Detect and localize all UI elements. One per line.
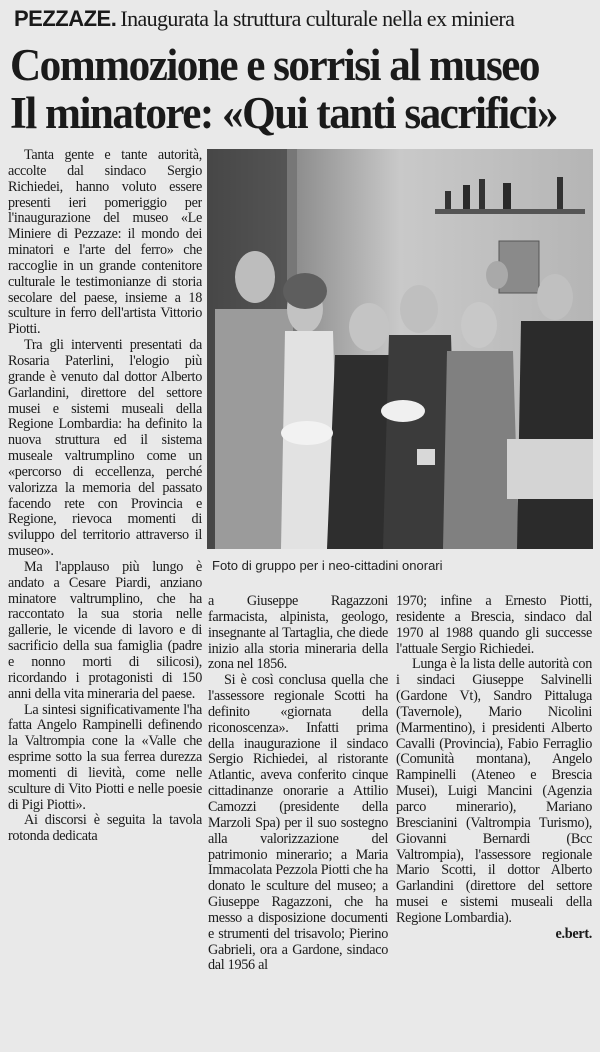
- kicker-subtitle: Inaugurata la struttura culturale nella ex miniera: [120, 6, 515, 31]
- article-column-1: [8, 148, 202, 1048]
- article-column-2: [208, 594, 388, 1048]
- group-photo-illustration: [207, 149, 593, 549]
- headline-line-1: Commozione e sorrisi al museo: [10, 42, 539, 88]
- kicker-place: PEZZAZE.: [14, 6, 117, 31]
- paragraph: Tanta gente e tante autorità, accolte dal sindaco Sergio Richiedei, hanno voluto essere presenti ieri pomeriggio per l'inaugurazione del museo «Le Miniere di Pezzaze: il mondo dei minatori e l'arte del ferro» che raccoglie in un grande contenitore culturale le testimonianze di storia secolare del paese, insieme a 18 sculture in ferro dell'artista Vittorio Piotti.: [8, 148, 202, 338]
- paragraph: Si è così conclusa quella che l'assessore regionale Scotti ha definito «giornata della riconoscenza». Infatti prima della inaugurazione il sindaco Sergio Richiedei, al ristorante Atlantic, aveva conferito cinque cittadinanze onorarie a Attilio Camozzi (presidente della Marzoli Spa) per il suo sostegno alla valorizzazione del patrimonio minerario; a Maria Immacolata Pezzola Piotti che ha donato le sculture del museo; a Giuseppe Ragazzoni, che ha messo a disposizione documenti e strumenti del trisavolo; Pierino Gabrieli, ora a Gardone, sindaco dal 1956 al: [208, 672, 388, 974]
- headline-line-2: Il minatore: «Qui tanti sacrifici»: [10, 90, 557, 136]
- author-signature: e.bert.: [555, 925, 592, 942]
- article-column-3: [396, 594, 592, 1048]
- article-kicker: [14, 6, 590, 36]
- paragraph: Ai discorsi è seguita la tavola rotonda dedicata: [8, 812, 202, 845]
- paragraph: 1970; infine a Ernesto Piotti, residente a Brescia, sindaco dal 1970 al 1988 quando gli successe l'attuale Sergio Richiedei.: [396, 594, 592, 657]
- paragraph: La sintesi significativamente l'ha fatta Angelo Rampinelli definendo la Valtrompia cone la «Valle che esprime sotto la sua ferrea durezza momenti di lievità, come nelle sculture di Vito Piotti e nelle poesie di Pigi Piotti».: [8, 701, 202, 813]
- paragraph: Lunga è la lista delle autorità con i sindaci Giuseppe Salvinelli (Gardone Vt), Sandro Pittaluga (Tavernole), Mario Nicolini (Marmentino), i presidenti Alberto Cavalli (Provincia), Fabio Ferraglio (Comunità montana), Angelo Rampinelli (Ateneo e Brescia Musei), Luigi Mancini (Agenzia parco minerario), Mariano Brescianini (Valtrompia Turismo), Giovanni Bernardi (Bcc Valtrompia), l'assessore regionale Mario Scotti, il dottor Alberto Garlandini (direttore del settore musei e sistemi museali della Regione Lombardia).: [396, 656, 592, 926]
- paragraph: Ma l'applauso più lungo è andato a Cesare Piardi, anziano minatore valtrumplino, che ha raccontato la sua storia nelle gallerie, le vicende di lavoro e di sacrificio della sua famiglia (padre e nonno morti di silicosi), ricordando i protagonisti di 150 anni della vita mineraria del paese.: [8, 558, 202, 702]
- paragraph: a Giuseppe Ragazzoni farmacista, alpinista, geologo, insegnante al Tartaglia, che diede inizio alla storia mineraria della zona nel 1856.: [208, 594, 388, 673]
- photo-caption: Foto di gruppo per i neo-cittadini onorari: [212, 558, 443, 573]
- paragraph: Tra gli interventi presentati da Rosaria Paterlini, l'elogio più grande è venuto dal dottor Alberto Garlandini, direttore del settore musei e sistemi museali della Regione Lombardia: ha definito la nuova struttura ed il sistema museale valtrumplino come un «percorso di eccellenza, perché valorizza la memoria del passato facendo rete con Provincia e Regione, rievoca momenti di sviluppo del territorio attraverso il museo».: [8, 337, 202, 560]
- group-photo: [207, 149, 593, 549]
